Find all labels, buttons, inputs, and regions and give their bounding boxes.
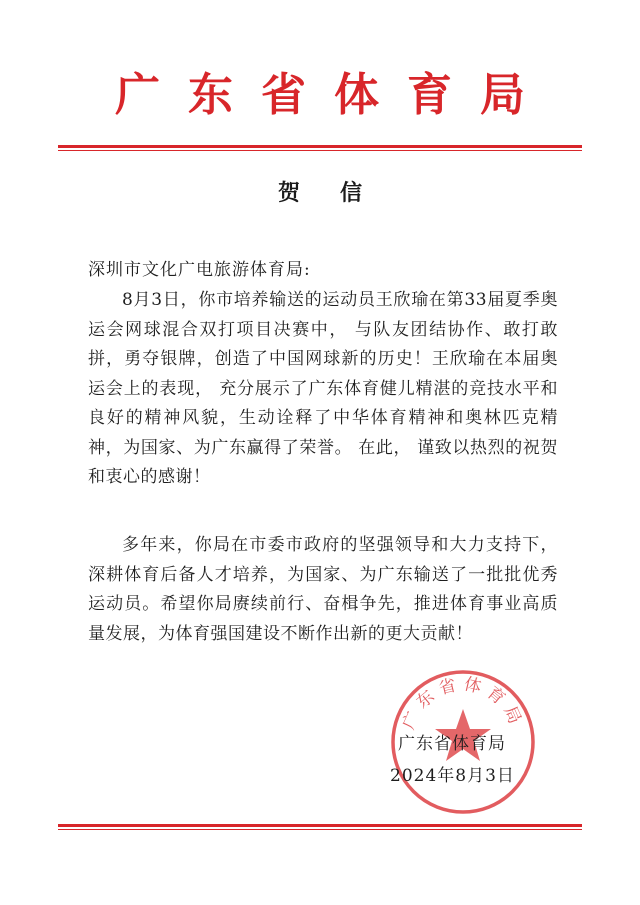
salutation: 深圳市文化广电旅游体育局: xyxy=(88,260,311,280)
signature-org: 广东省体育局 xyxy=(398,734,506,754)
footer-divider xyxy=(58,824,582,830)
signature-date: 2024年8月3日 xyxy=(390,766,515,786)
document-title: 贺信 xyxy=(277,181,402,206)
body-paragraph-1: 8月3日，你市培养输送的运动员王欣瑜在第33届夏季奥运会网球混合双打项目决赛中， 与队友团结协作、敢打敢拼，勇夺银牌，创造了中国网球新的历史！王欣瑜在本届奥运会上的表现， 充分展示了广东体育健儿精湛的竞技水平和良好的精神风貌，生动诠释了中华体育精神和奥林匹克精神，为国家、为广东赢得了荣誉。 在此， 谨致以热烈的祝贺和衷心的感谢！ xyxy=(88,290,558,487)
body-paragraph-2: 多年来，你局在市委市政府的坚强领导和大力支持下，深耕体育后备人才培养，为国家、为广东输送了一批批优秀运动员。希望你局赓续前行、奋楫争先，推进体育事业高质量发展，为体育强国建设不断作出新的更大贡献！ xyxy=(88,535,558,644)
header-divider xyxy=(58,145,582,151)
seal-text: 广东省体育局 xyxy=(398,674,528,733)
letterhead-title: 广东省体育局 xyxy=(114,68,553,121)
